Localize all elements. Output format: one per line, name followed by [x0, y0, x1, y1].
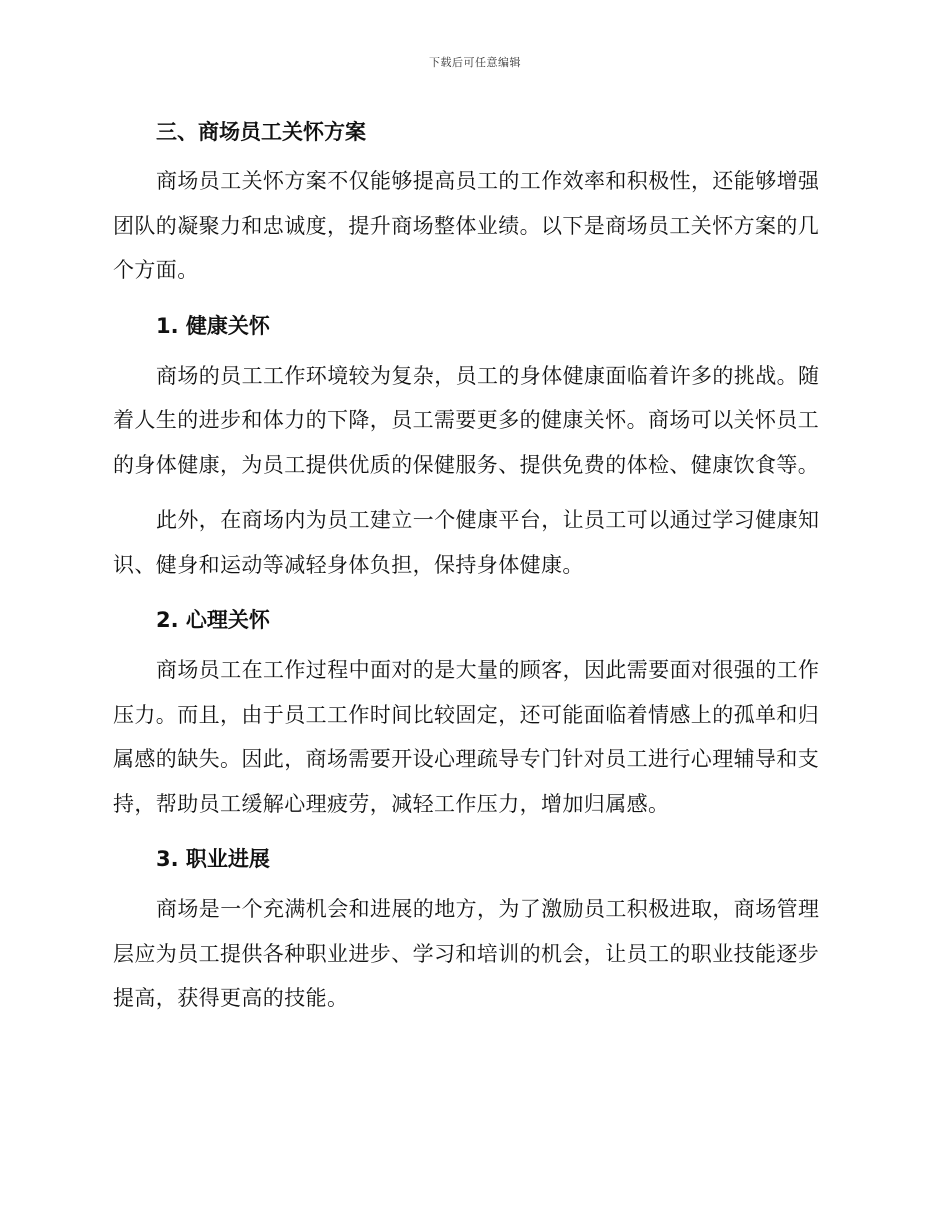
health-care-paragraph-2 — [113, 498, 835, 587]
career-paragraph — [113, 887, 835, 1021]
psych-care-paragraph — [113, 648, 835, 826]
intro-line: 个方面。 — [113, 258, 199, 282]
intro-line: 商场员工关怀方案不仅能够提高员工的工作效率和积极性，还能够增强 — [156, 169, 820, 193]
psych-care-heading: 2. 心理关怀 — [156, 608, 270, 632]
paragraph-line: 着人生的进步和体力的下降，员工需要更多的健康关怀。商场可以关怀员工 — [113, 408, 820, 432]
paragraph-line: 识、健身和运动等减轻身体负担，保持身体健康。 — [113, 552, 584, 577]
paragraph-line: 商场是一个充满机会和进展的地方，为了激励员工积极进取，商场管理 — [156, 897, 820, 921]
paragraph-line: 商场的员工工作环境较为复杂，员工的身体健康面临着许多的挑战。随 — [156, 363, 820, 388]
paragraph-line: 层应为员工提供各种职业进步、学习和培训的机会，让员工的职业技能逐步 — [113, 941, 820, 966]
paragraph-line: 此外，在商场内为员工建立一个健康平台，让员工可以通过学习健康知 — [156, 508, 820, 532]
document-body — [113, 110, 835, 1032]
page-header: 下载后可任意编辑 — [429, 56, 521, 69]
paragraph-line: 提高，获得更高的技能。 — [113, 986, 349, 1010]
section-title: 三、商场员工关怀方案 — [156, 120, 366, 144]
paragraph-line: 持，帮助员工缓解心理疲劳，减轻工作压力，增加归属感。 — [113, 791, 670, 816]
intro-paragraph — [113, 159, 835, 293]
paragraph-line: 压力。而且，由于员工工作时间比较固定，还可能面临着情感上的孤单和归 — [113, 702, 820, 727]
intro-line: 团队的凝聚力和忠诚度，提升商场整体业绩。以下是商场员工关怀方案的几 — [113, 213, 820, 238]
paragraph-line: 属感的缺失。因此，商场需要开设心理疏导专门针对员工进行心理辅导和支 — [113, 747, 820, 771]
paragraph-line: 商场员工在工作过程中面对的是大量的顾客，因此需要面对很强的工作 — [156, 658, 820, 682]
paragraph-line: 的身体健康，为员工提供优质的保健服务、提供免费的体检、健康饮食等。 — [113, 452, 820, 477]
health-care-paragraph-1 — [113, 354, 835, 488]
career-heading: 3. 职业进展 — [156, 847, 270, 871]
health-care-heading: 1. 健康关怀 — [156, 313, 270, 338]
